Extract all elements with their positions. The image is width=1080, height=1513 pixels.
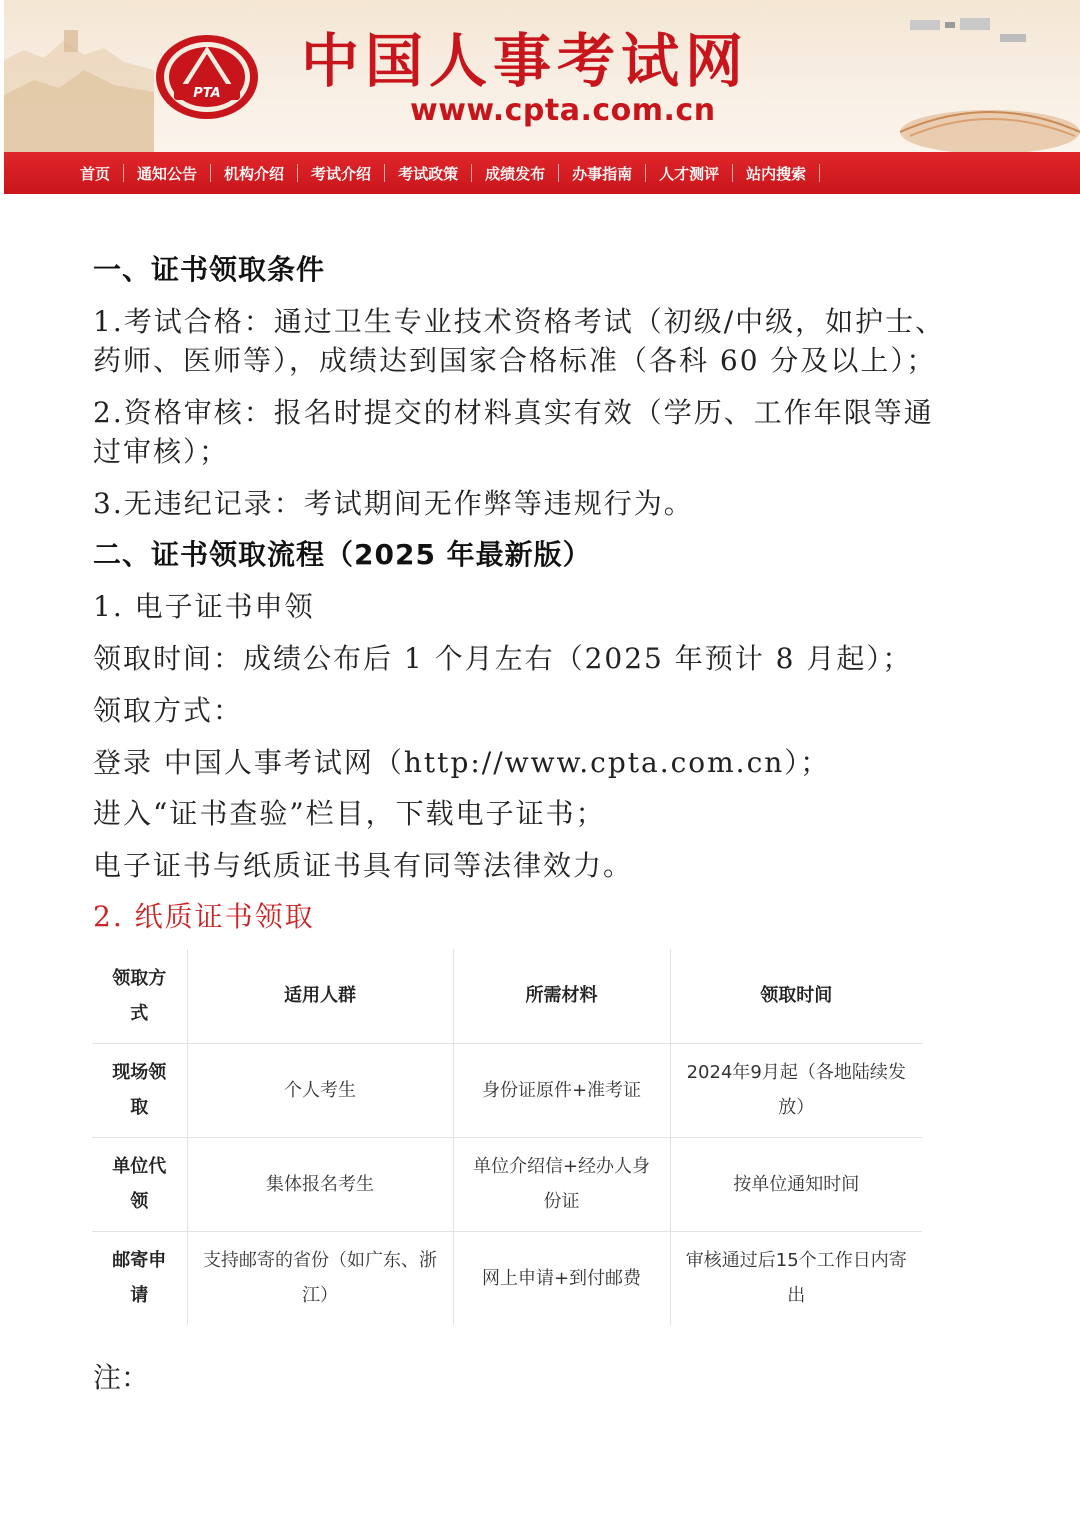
- table-header-cell: 所需材料: [453, 949, 670, 1043]
- e-cert-step-login: 登录 中国人事考试网（http://www.cpta.com.cn）；: [93, 746, 831, 779]
- table-cell: 身份证原件+准考证: [453, 1043, 670, 1137]
- table-cell: 支持邮寄的省份（如广东、浙江）: [187, 1231, 453, 1325]
- table-cell: 审核通过后15个工作日内寄出: [670, 1231, 922, 1325]
- nav-item-about[interactable]: 机构介绍: [224, 165, 285, 183]
- table-cell: 个人考生: [187, 1043, 453, 1137]
- table-header-cell: 领取方式: [92, 949, 187, 1043]
- condition-1-line1: 1.考试合格：通过卫生专业技术资格考试（初级/中级，如护士、: [93, 305, 946, 338]
- table-cell: 单位代领: [92, 1137, 187, 1231]
- nav-divider: [645, 164, 646, 182]
- nav-divider: [471, 164, 472, 182]
- table-cell: 2024年9月起（各地陆续发放）: [670, 1043, 922, 1137]
- table-row: [92, 1231, 922, 1325]
- table-cell: 集体报名考生: [187, 1137, 453, 1231]
- nav-divider: [210, 164, 211, 182]
- table-cell: 现场领取: [92, 1043, 187, 1137]
- nav-divider: [384, 164, 385, 182]
- nav-item-exams[interactable]: 考试介绍: [311, 165, 372, 183]
- note-label: 注：: [93, 1361, 150, 1394]
- nav-item-search[interactable]: 站内搜索: [746, 165, 807, 183]
- e-cert-subtitle: 1. 电子证书申领: [93, 590, 315, 623]
- header-banner: [4, 0, 1080, 152]
- svg-text:PTA: PTA: [193, 86, 221, 101]
- e-cert-time: 领取时间：成绩公布后 1 个月左右（2025 年预计 8 月起）；: [93, 642, 913, 675]
- nav-divider: [732, 164, 733, 182]
- table-row: [92, 1137, 922, 1231]
- table-header-cell: 适用人群: [187, 949, 453, 1043]
- nav-item-assessment[interactable]: 人才测评: [659, 165, 720, 183]
- table-cell: 网上申请+到付邮费: [453, 1231, 670, 1325]
- paper-cert-subtitle: 2. 纸质证书领取: [93, 900, 315, 933]
- table-cell: 邮寄申请: [112, 1250, 167, 1307]
- condition-2-line1: 2.资格审核：报名时提交的材料真实有效（学历、工作年限等通: [93, 396, 934, 429]
- condition-3: 3.无违纪记录：考试期间无作弊等违规行为。: [93, 487, 694, 520]
- e-cert-method-label: 领取方式：: [93, 694, 244, 727]
- great-wall-image: [4, 0, 154, 152]
- nav-divider: [123, 164, 124, 182]
- nav-item-home[interactable]: 首页: [80, 165, 111, 183]
- table-cell: 按单位通知时间: [670, 1137, 922, 1231]
- site-url[interactable]: www.cpta.com.cn: [410, 93, 716, 128]
- nav-item-notices[interactable]: 通知公告: [137, 165, 198, 183]
- section1-title: 一、证书领取条件: [93, 253, 326, 286]
- table-header-row: [92, 949, 922, 1043]
- nav-item-policy[interactable]: 考试政策: [398, 165, 459, 183]
- section2-title: 二、证书领取流程（2025 年最新版）: [93, 538, 592, 571]
- e-cert-step-download: 进入“证书查验”栏目，下载电子证书；: [93, 797, 606, 830]
- e-cert-step-validity: 电子证书与纸质证书具有同等法律效力。: [93, 849, 634, 882]
- nav-item-guide[interactable]: 办事指南: [572, 165, 633, 183]
- satellite-image: [890, 6, 1040, 56]
- main-nav: [4, 152, 1080, 194]
- nav-divider: [819, 164, 820, 182]
- condition-2-line2: 过审核）；: [93, 435, 230, 468]
- birds-nest-image: [860, 62, 1080, 152]
- site-title: 中国人事考试网: [301, 27, 750, 95]
- nav-divider: [558, 164, 559, 182]
- nav-divider: [297, 164, 298, 182]
- table-cell: 单位介绍信+经办人身份证: [453, 1137, 670, 1231]
- pta-logo-icon: [154, 32, 260, 122]
- table-header-cell: 领取时间: [670, 949, 922, 1043]
- condition-1-line2: 药师、医师等），成绩达到国家合格标准（各科 60 分及以上）；: [93, 344, 937, 377]
- paper-cert-table: [92, 949, 922, 1325]
- table-row: [92, 1043, 922, 1137]
- nav-item-scores[interactable]: 成绩发布: [485, 165, 546, 183]
